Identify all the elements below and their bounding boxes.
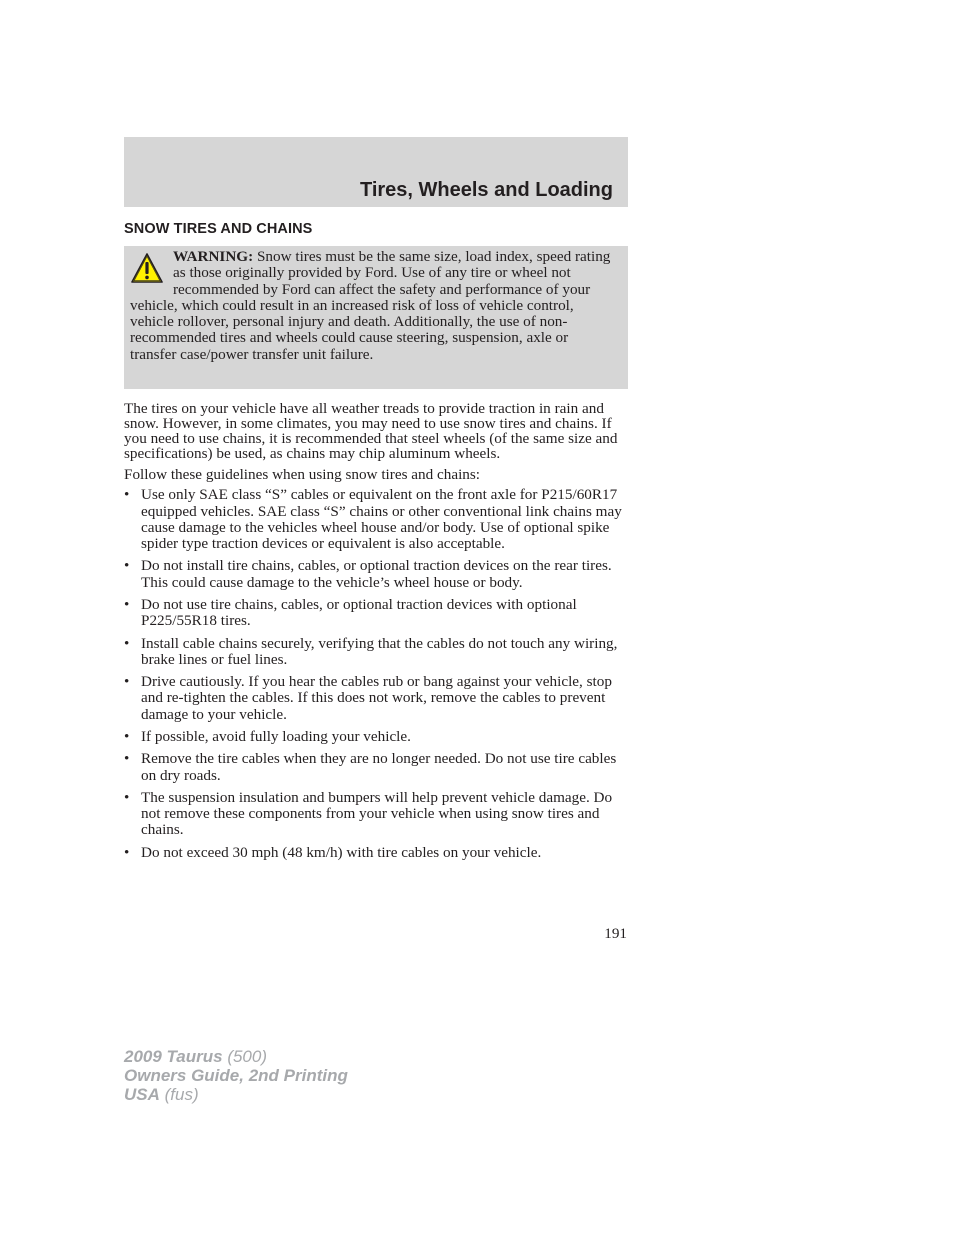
bullet-mark: • (124, 486, 130, 504)
list-item (124, 729, 628, 745)
list-item-text: Use only SAE class “S” cables or equivalent on the front axle for P215/60R17 equipped vehicles. SAE class “S” chains or other conventional link chains may cause damage to the vehicles wheel house and/or body. Use of optional spike spider type traction devices or equivalent is also acceptable. (141, 486, 622, 553)
list-item-text: Install cable chains securely, verifying that the cables do not touch any wiring, brake lines or fuel lines. (141, 634, 618, 668)
bullet-mark: • (124, 728, 130, 746)
footer-line-model (124, 1047, 348, 1066)
bullet-mark: • (124, 673, 130, 691)
section-heading: SNOW TIRES AND CHAINS (124, 221, 313, 237)
warning-triangle-icon (130, 252, 164, 286)
warning-text: Snow tires must be the same size, load index, speed rating as those originally provided by Ford. Use of any tire or wheel not recommended by Ford can affect the safety and performance of your vehicle, which could result in an increased risk of loss of vehicle control, vehicle rollover, personal injury and death. Additionally, the use of non-recommended tires and wheels could cause steering, suspension, axle or transfer case/power transfer unit failure. (130, 248, 611, 363)
page-number: 191 (604, 925, 627, 942)
warning-label: WARNING: (173, 248, 254, 265)
list-item-text: Remove the tire cables when they are no longer needed. Do not use tire cables on dry roads. (141, 750, 617, 784)
list-item (124, 636, 628, 668)
list-item-text: Do not exceed 30 mph (48 km/h) with tire cables on your vehicle. (141, 843, 542, 861)
list-item-text: If possible, avoid fully loading your vehicle. (141, 728, 411, 746)
footer-market-name: USA (124, 1085, 160, 1104)
chapter-header-band (124, 137, 628, 207)
footer-line-edition: Owners Guide, 2nd Printing (124, 1066, 348, 1085)
guidelines-lead: Follow these guidelines when using snow tires and chains: (124, 466, 481, 484)
bullet-mark: • (124, 557, 130, 575)
list-item-text: Do not use tire chains, cables, or optional traction devices with optional P225/55R18 tires. (141, 596, 577, 630)
footer-line-market (124, 1085, 348, 1104)
list-item-text: Drive cautiously. If you hear the cables rub or bang against your vehicle, stop and re-tighten the cables. If this does not work, remove the cables to prevent damage to your vehicle. (141, 673, 612, 723)
list-item (124, 674, 628, 723)
footer-model-name: 2009 Taurus (124, 1047, 223, 1066)
list-item (124, 597, 628, 629)
bullet-mark: • (124, 843, 130, 861)
body-content (124, 401, 628, 867)
list-item-text: The suspension insulation and bumpers will help prevent vehicle damage. Do not remove these components from your vehicle when using snow tires and chains. (141, 789, 613, 839)
bullet-mark: • (124, 789, 130, 807)
list-item (124, 558, 628, 590)
list-item (124, 790, 628, 839)
document-footer (124, 1047, 348, 1104)
list-item (124, 487, 628, 552)
list-item (124, 751, 628, 783)
bullet-mark: • (124, 634, 130, 652)
bullet-mark: • (124, 596, 130, 614)
list-item (124, 845, 628, 861)
chapter-title: Tires, Wheels and Loading (359, 179, 613, 201)
intro-paragraph: The tires on your vehicle have all weather treads to provide traction in rain and snow. However, in some climates, you may need to use snow tires and chains. If you need to use chains, it is recommended that steel wheels (of the same size and specifications) be used, as chains may chip aluminum wheels. (124, 400, 618, 463)
guidelines-list (124, 487, 628, 861)
list-item-text: Do not install tire chains, cables, or optional traction devices on the rear tires. This could cause damage to the vehicle’s wheel house or body. (141, 557, 612, 591)
bullet-mark: • (124, 750, 130, 768)
footer-model-code: (500) (222, 1047, 268, 1066)
warning-box (124, 246, 628, 389)
footer-market-code: (fus) (159, 1085, 199, 1104)
